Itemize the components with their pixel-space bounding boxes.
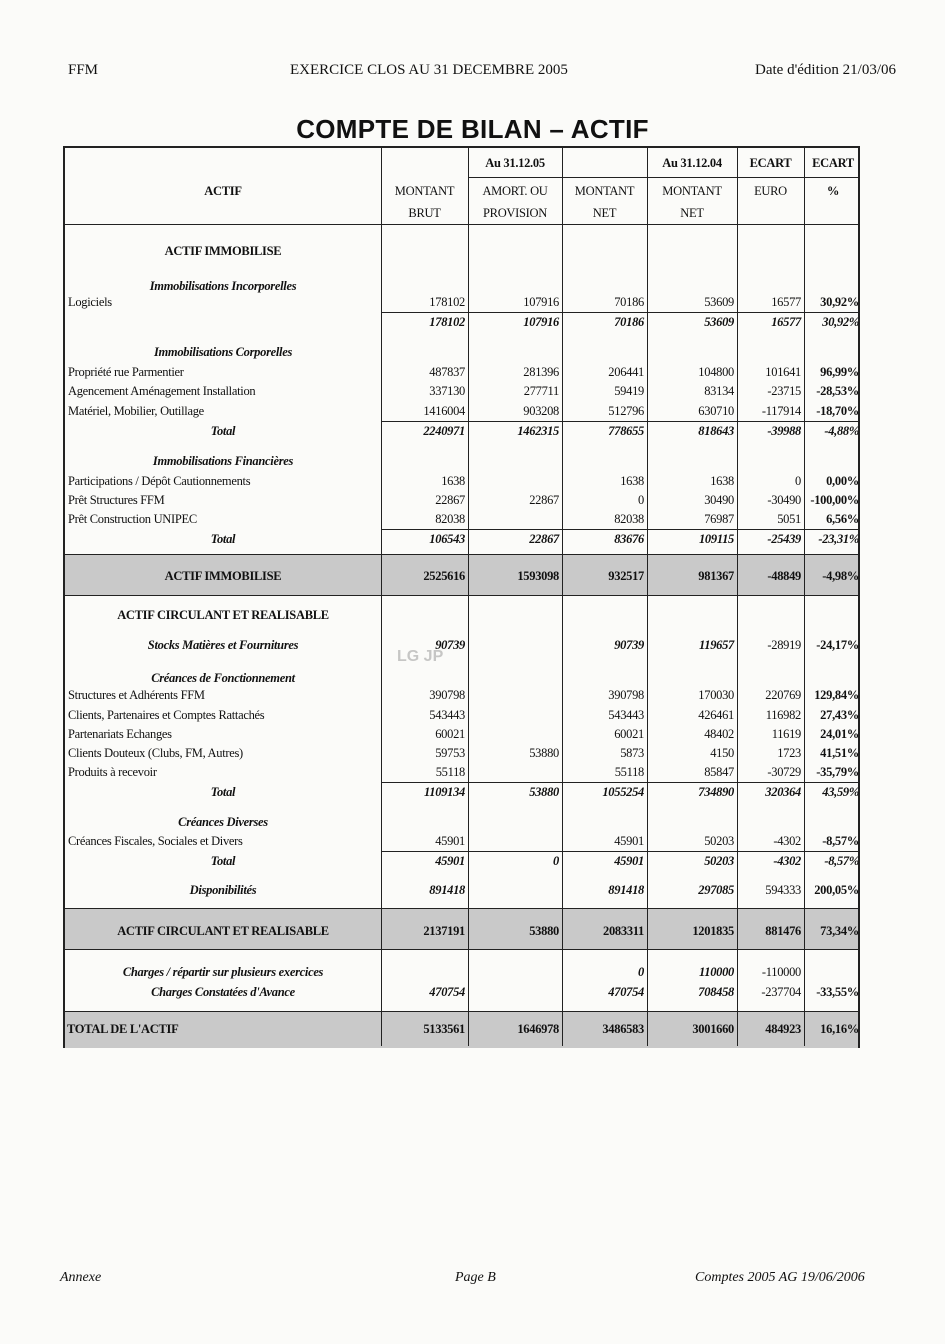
row-label: Matériel, Mobilier, Outillage	[68, 404, 204, 418]
row-value: 6,56%	[826, 512, 859, 526]
row-value: 1416004	[423, 404, 465, 418]
row-value: -117914	[761, 404, 801, 418]
row-value: 45901	[435, 854, 465, 868]
row-value: 0	[795, 474, 801, 488]
row-value: 594333	[765, 883, 801, 897]
row-value: 109115	[698, 532, 734, 546]
row-value: 734890	[698, 785, 734, 799]
row-value: 116982	[765, 708, 801, 722]
row-value: -33,55%	[816, 985, 859, 999]
col-header-pct: %	[826, 184, 840, 198]
row-value: 320364	[765, 785, 801, 799]
row-value: -39988	[767, 424, 801, 438]
row-value: 206441	[608, 365, 644, 379]
page-title: COMPTE DE BILAN – ACTIF	[296, 114, 649, 144]
row-value: 0	[638, 965, 644, 979]
row-value: 1638	[710, 474, 734, 488]
row-value: 16,16%	[820, 1022, 859, 1036]
row-value: 881476	[765, 924, 801, 938]
row-value: 778655	[608, 424, 644, 438]
row-value: 818643	[698, 424, 734, 438]
row-label: TOTAL DE L'ACTIF	[67, 1022, 179, 1036]
row-value: 45901	[614, 854, 644, 868]
row-value: 90739	[614, 638, 644, 652]
col-header-net-1: MONTANT	[574, 184, 635, 198]
row-value: 30,92%	[822, 315, 859, 329]
row-value: -28919	[767, 638, 801, 652]
row-value: 2083311	[603, 924, 644, 938]
row-value: 48402	[704, 727, 734, 741]
row-label: Partenariats Echanges	[68, 727, 172, 741]
row-label: ACTIF IMMOBILISE	[164, 244, 282, 258]
footer-left: Annexe	[60, 1270, 102, 1285]
row-value: 5873	[620, 746, 644, 760]
total-rule	[381, 782, 858, 783]
row-label: Total	[210, 532, 236, 546]
row-value: 82038	[614, 512, 644, 526]
row-value: 107916	[523, 315, 559, 329]
row-value: 22867	[529, 532, 559, 546]
row-value: 178102	[429, 315, 465, 329]
row-label: Charges Constatées d'Avance	[151, 985, 295, 999]
row-value: -4,88%	[824, 424, 859, 438]
row-label: Logiciels	[68, 295, 112, 309]
stamp-watermark: LG JP	[397, 648, 444, 665]
row-value: 119657	[698, 638, 734, 652]
row-label: Participations / Dépôt Cautionnements	[68, 474, 251, 488]
row-label: Total	[210, 424, 236, 438]
row-value: -8,57%	[824, 854, 859, 868]
row-label: Produits à recevoir	[68, 765, 157, 779]
row-value: 24,01%	[820, 727, 859, 741]
row-value: -25439	[767, 532, 801, 546]
row-label: Structures et Adhérents FFM	[68, 688, 205, 702]
row-label: Stocks Matières et Fournitures	[147, 638, 299, 652]
row-value: 53609	[704, 315, 734, 329]
row-value: 1201835	[692, 924, 734, 938]
row-value: 45901	[435, 834, 465, 848]
row-label: Prêt Construction UNIPEC	[68, 512, 197, 526]
row-value: 543443	[429, 708, 465, 722]
header-edition-date: Date d'édition 21/03/06	[755, 62, 897, 78]
row-value: 11619	[771, 727, 801, 741]
col-header-period-2005: Au 31.12.05	[485, 156, 545, 170]
row-value: -18,70%	[816, 404, 859, 418]
col-header-ecart-euro-top: ECART	[749, 156, 792, 170]
row-label: Immobilisations Corporelles	[153, 345, 293, 359]
row-value: 903208	[523, 404, 559, 418]
row-value: 3001660	[692, 1022, 734, 1036]
row-value: 2137191	[423, 924, 465, 938]
row-value: -23,31%	[818, 532, 859, 546]
row-label: Créances de Fonctionnement	[151, 671, 295, 685]
row-value: 82038	[435, 512, 465, 526]
row-value: 27,43%	[820, 708, 859, 722]
row-value: 1109134	[424, 785, 465, 799]
row-value: -4,98%	[822, 569, 859, 583]
row-value: 470754	[429, 985, 465, 999]
row-value: 1593098	[517, 569, 559, 583]
row-value: 170030	[698, 688, 734, 702]
row-value: 630710	[698, 404, 734, 418]
row-value: 90739	[435, 638, 465, 652]
footer-right: Comptes 2005 AG 19/06/2006	[695, 1270, 865, 1285]
total-rule	[381, 851, 858, 852]
total-rule	[381, 421, 858, 422]
row-value: 50203	[704, 854, 734, 868]
row-value: 59419	[614, 384, 644, 398]
row-value: 220769	[765, 688, 801, 702]
row-value: 106543	[429, 532, 465, 546]
row-value: 110000	[698, 965, 734, 979]
row-value: 101641	[765, 365, 801, 379]
row-value: 22867	[529, 493, 559, 507]
row-value: 1055254	[602, 785, 644, 799]
row-value: 83676	[614, 532, 644, 546]
row-value: 297085	[698, 883, 734, 897]
row-value: 16577	[771, 315, 801, 329]
header-org: FFM	[68, 62, 99, 78]
col-header-amort-2: PROVISION	[483, 206, 547, 220]
row-value: -28,53%	[816, 384, 859, 398]
row-value: 2525616	[423, 569, 465, 583]
row-value: -35,79%	[816, 765, 859, 779]
row-value: 484923	[765, 1022, 801, 1036]
row-value: 53609	[704, 295, 734, 309]
row-label: Clients, Partenaires et Comptes Rattachés	[68, 708, 265, 722]
row-value: 30,92%	[820, 295, 859, 309]
row-value: 487837	[429, 365, 465, 379]
row-value: 0	[638, 493, 644, 507]
balance-sheet-table	[63, 146, 860, 1048]
col-header-euro: EURO	[754, 184, 787, 198]
row-value: 0	[553, 854, 559, 868]
row-value: 891418	[608, 883, 644, 897]
row-value: 390798	[608, 688, 644, 702]
row-value: 45901	[614, 834, 644, 848]
col-header-net-2: NET	[592, 206, 617, 220]
row-label: Agencement Aménagement Installation	[68, 384, 256, 398]
row-value: 5133561	[423, 1022, 465, 1036]
col-header-brut-2: BRUT	[408, 206, 441, 220]
row-value: 1646978	[517, 1022, 559, 1036]
row-value: 85847	[704, 765, 734, 779]
row-value: 932517	[608, 569, 644, 583]
col-header-net04-2: NET	[680, 206, 704, 220]
row-value: 55118	[614, 765, 644, 779]
footer-center: Page B	[455, 1270, 496, 1285]
row-label: ACTIF IMMOBILISE	[164, 569, 282, 583]
row-label: Propriété rue Parmentier	[68, 365, 184, 379]
col-header-brut-1: MONTANT	[394, 184, 455, 198]
row-label: Disponibilités	[189, 883, 257, 897]
row-label: ACTIF CIRCULANT ET REALISABLE	[117, 608, 329, 622]
row-value: 281396	[523, 365, 559, 379]
row-value: 981367	[698, 569, 734, 583]
row-label: Créances Fiscales, Sociales et Divers	[68, 834, 243, 848]
header-exercise: EXERCICE CLOS AU 31 DECEMBRE 2005	[290, 62, 568, 78]
row-label: ACTIF CIRCULANT ET REALISABLE	[117, 924, 329, 938]
row-label: Total	[210, 785, 236, 799]
row-value: 53880	[529, 785, 559, 799]
row-value: 22867	[435, 493, 465, 507]
row-value: -4302	[773, 854, 801, 868]
row-value: 55118	[435, 765, 465, 779]
col-header-amort-1: AMORT. OU	[482, 184, 548, 198]
row-value: 60021	[614, 727, 644, 741]
row-value: 3486583	[602, 1022, 644, 1036]
row-value: 50203	[704, 834, 734, 848]
row-value: 0,00%	[826, 474, 859, 488]
row-value: 53880	[529, 746, 559, 760]
row-label: Prêt Structures FFM	[68, 493, 165, 507]
row-value: -23715	[767, 384, 801, 398]
row-value: -30490	[767, 493, 801, 507]
col-header-actif: ACTIF	[204, 184, 242, 198]
row-value: 41,51%	[820, 746, 859, 760]
row-value: 70186	[614, 295, 644, 309]
total-rule	[381, 529, 858, 530]
row-value: 96,99%	[820, 365, 859, 379]
col-header-net04-1: MONTANT	[662, 184, 722, 198]
row-value: 73,34%	[820, 924, 859, 938]
row-value: 543443	[608, 708, 644, 722]
row-value: 178102	[429, 295, 465, 309]
row-value: -8,57%	[822, 834, 859, 848]
row-value: 53880	[529, 924, 559, 938]
row-value: 1638	[620, 474, 644, 488]
row-value: 426461	[698, 708, 734, 722]
row-value: -48849	[767, 569, 801, 583]
row-label: Clients Douteux (Clubs, FM, Autres)	[68, 746, 243, 760]
row-label: Immobilisations Incorporelles	[149, 279, 297, 293]
row-value: -237704	[761, 985, 801, 999]
total-rule	[381, 312, 858, 313]
row-value: 4150	[710, 746, 734, 760]
row-value: 83134	[704, 384, 734, 398]
row-value: -30729	[767, 765, 801, 779]
row-value: 708458	[698, 985, 734, 999]
col-header-period-2004: Au 31.12.04	[662, 156, 722, 170]
row-value: -110000	[761, 965, 801, 979]
row-value: -100,00%	[810, 493, 859, 507]
row-value: 390798	[429, 688, 465, 702]
row-value: 470754	[608, 985, 644, 999]
row-value: 5051	[777, 512, 801, 526]
row-value: 70186	[614, 315, 644, 329]
row-value: 104800	[698, 365, 734, 379]
row-value: 337130	[429, 384, 465, 398]
col-header-ecart-pct-top: ECART	[812, 156, 854, 170]
row-value: 1462315	[517, 424, 559, 438]
row-value: 129,84%	[814, 688, 859, 702]
row-value: 43,59%	[822, 785, 859, 799]
row-value: 107916	[523, 295, 559, 309]
row-value: 59753	[435, 746, 465, 760]
row-value: 16577	[771, 295, 801, 309]
row-value: 30490	[704, 493, 734, 507]
row-value: 2240971	[423, 424, 465, 438]
row-value: -4302	[773, 834, 801, 848]
row-label: Immobilisations Financières	[152, 454, 294, 468]
row-value: -24,17%	[816, 638, 859, 652]
row-value: 1723	[777, 746, 801, 760]
row-value: 200,05%	[814, 883, 859, 897]
row-value: 1638	[441, 474, 465, 488]
row-label: Total	[210, 854, 236, 868]
row-value: 891418	[429, 883, 465, 897]
row-label: Charges / répartir sur plusieurs exercices	[122, 965, 324, 979]
row-value: 512796	[608, 404, 644, 418]
row-value: 76987	[704, 512, 734, 526]
row-value: 60021	[435, 727, 465, 741]
row-value: 277711	[523, 384, 559, 398]
row-label: Créances Diverses	[178, 815, 268, 829]
